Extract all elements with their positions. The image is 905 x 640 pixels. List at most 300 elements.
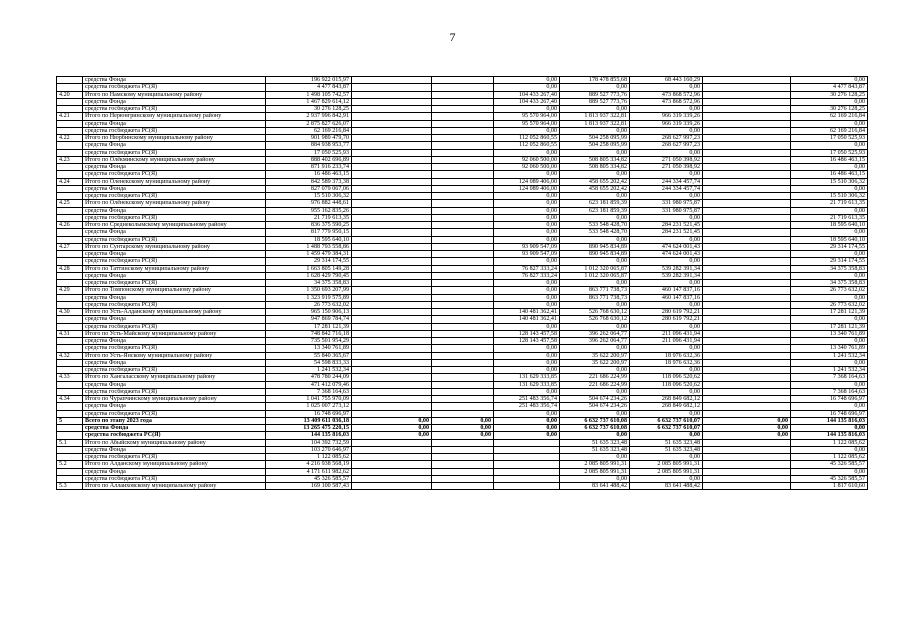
table-row [57,106,868,113]
col-8-cell: 331 980 975,87 [630,207,703,214]
col-4-cell [352,294,432,301]
col-10-cell: 26 773 632,02 [791,287,868,294]
col-5-cell [432,156,494,163]
col-8-cell: 268 849 682,12 [630,403,703,410]
col-10-cell: 0,00 [791,120,868,127]
col-10-cell: 17 281 121,39 [791,323,868,330]
col-4-cell [352,91,432,98]
col-7-cell: 623 181 859,39 [560,207,630,214]
col-7-cell: 526 768 630,12 [560,309,630,316]
total-cell: 1 459 479 384,31 [266,251,352,258]
col-8-cell: 118 096 520,62 [630,381,703,388]
col-5-cell [432,178,494,185]
row-label-cell: Итого по Намскому муниципальному району [83,91,266,98]
col-10-cell: 16 748 696,97 [791,410,868,417]
row-label-cell: средства Фонда [83,98,266,105]
col-10-cell: 62 169 216,84 [791,127,868,134]
table-row [57,272,868,279]
table-row [57,207,868,214]
col-6-cell: 0,00 [494,388,560,395]
total-cell: 4 216 938 568,19 [266,461,352,468]
table-row [57,98,868,105]
total-cell: 478 780 244,09 [266,374,352,381]
col-7-cell: 890 945 834,89 [560,243,630,250]
col-7-cell: 0,00 [560,301,630,308]
col-7-cell: 0,00 [560,367,630,374]
col-8-cell: 2 085 805 991,31 [630,461,703,468]
col-5-cell: 0,00 [432,417,494,424]
row-number-cell: 4.24 [57,178,83,185]
col-5-cell [432,207,494,214]
col-9-cell [703,164,791,171]
col-7-cell: 526 768 630,12 [560,316,630,323]
col-7-cell: 504 258 095,99 [560,135,630,142]
col-6-cell: 0,00 [494,77,560,84]
row-label-cell: средства Фонда [83,425,266,432]
col-6-cell: 0,00 [494,200,560,207]
col-10-cell: 1 241 532,34 [791,367,868,374]
col-8-cell: 0,00 [630,106,703,113]
row-label-cell: средства госбюджета РС(Я) [83,84,266,91]
col-9-cell [703,207,791,214]
col-8-cell: 211 096 431,94 [630,338,703,345]
col-9-cell [703,388,791,395]
col-10-cell: 15 510 306,32 [791,193,868,200]
col-7-cell: 863 771 738,73 [560,294,630,301]
col-5-cell [432,345,494,352]
row-number-cell [57,77,83,84]
total-cell: 884 938 953,77 [266,142,352,149]
col-8-cell: 118 096 520,62 [630,374,703,381]
col-8-cell: 284 231 521,45 [630,229,703,236]
table-row [57,432,868,439]
col-10-cell: 0,00 [791,207,868,214]
col-5-cell [432,243,494,250]
table-row [57,403,868,410]
col-6-cell: 0,00 [494,301,560,308]
col-10-cell: 0,00 [791,338,868,345]
col-10-cell: 29 314 174,55 [791,258,868,265]
col-6-cell: 0,00 [494,193,560,200]
col-4-cell [352,243,432,250]
col-10-cell: 17 281 121,39 [791,309,868,316]
col-9-cell [703,91,791,98]
row-label-cell: Итого по Таттинскому муниципальному району [83,265,266,272]
col-5-cell [432,164,494,171]
col-5-cell [432,439,494,446]
col-10-cell: 34 375 358,83 [791,280,868,287]
col-6-cell: 0,00 [494,127,560,134]
row-number-cell [57,454,83,461]
total-cell: 15 510 306,32 [266,193,352,200]
col-6-cell: 76 827 333,24 [494,265,560,272]
col-4-cell [352,301,432,308]
col-4-cell [352,229,432,236]
col-5-cell [432,185,494,192]
col-5-cell [432,396,494,403]
table-body [57,77,868,490]
col-6-cell [494,446,560,453]
col-9-cell [703,265,791,272]
col-6-cell: 0,00 [494,280,560,287]
table-row [57,77,868,84]
col-4-cell [352,468,432,475]
row-number-cell [57,323,83,330]
col-9-cell [703,251,791,258]
table-row [57,338,868,345]
col-7-cell: 35 622 200,97 [560,359,630,366]
col-4-cell [352,142,432,149]
col-4-cell [352,345,432,352]
col-5-cell [432,403,494,410]
col-7-cell: 508 805 334,82 [560,156,630,163]
table-row [57,410,868,417]
col-9-cell [703,156,791,163]
col-10-cell: 0,00 [791,316,868,323]
col-6-cell: 0,00 [494,367,560,374]
total-cell: 55 840 365,67 [266,352,352,359]
row-label-cell: средства госбюджета РС(Я) [83,127,266,134]
row-number-cell [57,214,83,221]
table-row [57,439,868,446]
col-9-cell [703,309,791,316]
col-6-cell: 0,00 [494,236,560,243]
row-label-cell: Итого по Алданскому муниципальному району [83,461,266,468]
col-5-cell [432,446,494,453]
col-9-cell [703,403,791,410]
total-cell: 2 875 827 626,07 [266,120,352,127]
row-label-cell: средства госбюджета РС(Я) [83,171,266,178]
row-label-cell: Итого по Оленекскому муниципальному району [83,178,266,185]
col-10-cell: 0,00 [791,164,868,171]
col-10-cell: 0,00 [791,468,868,475]
col-8-cell: 0,00 [630,280,703,287]
col-5-cell [432,229,494,236]
col-5-cell [432,120,494,127]
col-4-cell [352,251,432,258]
col-8-cell: 2 085 805 991,31 [630,468,703,475]
row-label-cell: средства госбюджета РС(Я) [83,193,266,200]
table-row [57,396,868,403]
col-4-cell: 0,00 [352,425,432,432]
table-row [57,417,868,424]
table-row [57,381,868,388]
total-cell: 16 486 463,15 [266,171,352,178]
row-number-cell [57,345,83,352]
col-4-cell [352,367,432,374]
total-cell: 196 922 015,97 [266,77,352,84]
col-6-cell: 128 143 457,58 [494,330,560,337]
col-4-cell [352,193,432,200]
col-6-cell: 0,00 [494,222,560,229]
row-number-cell: 5.1 [57,439,83,446]
table-row [57,229,868,236]
total-cell: 748 842 716,18 [266,330,352,337]
total-cell: 1 122 085,62 [266,454,352,461]
col-5-cell [432,280,494,287]
col-4-cell [352,359,432,366]
col-4-cell [352,156,432,163]
page-number: 7 [449,30,456,44]
col-9-cell [703,272,791,279]
col-4-cell [352,84,432,91]
col-10-cell: 0,00 [791,77,868,84]
col-8-cell: 18 976 632,36 [630,359,703,366]
total-cell: 13 340 761,89 [266,345,352,352]
table-row [57,164,868,171]
total-cell: 103 270 646,97 [266,446,352,453]
row-label-cell: Итого по Абыйскому муниципальному району [83,439,266,446]
col-9-cell [703,323,791,330]
col-7-cell: 396 262 064,77 [560,330,630,337]
total-cell: 4 477 843,87 [266,84,352,91]
total-cell: 17 281 121,39 [266,323,352,330]
col-6-cell: 128 143 457,58 [494,338,560,345]
table-row [57,345,868,352]
col-6-cell: 124 089 406,00 [494,178,560,185]
col-5-cell [432,98,494,105]
col-4-cell [352,352,432,359]
row-number-cell [57,388,83,395]
col-8-cell: 539 282 391,34 [630,265,703,272]
col-10-cell: 0,00 [791,359,868,366]
table-row [57,91,868,98]
total-cell: 21 719 613,35 [266,214,352,221]
col-8-cell: 966 319 339,26 [630,120,703,127]
col-10-cell: 1 241 532,34 [791,352,868,359]
col-10-cell: 4 477 843,87 [791,84,868,91]
total-cell: 1 025 007 273,12 [266,403,352,410]
table-row [57,193,868,200]
row-label-cell: Итого по Томпонскому муниципальному району [83,287,266,294]
col-6-cell: 0,00 [494,84,560,91]
total-cell: 144 135 816,03 [266,432,352,439]
col-8-cell: 0,00 [630,410,703,417]
col-8-cell: 284 231 521,45 [630,222,703,229]
col-10-cell: 7 368 164,63 [791,388,868,395]
table-row [57,388,868,395]
col-4-cell [352,410,432,417]
col-7-cell: 0,00 [560,345,630,352]
col-5-cell [432,171,494,178]
col-5-cell [432,127,494,134]
col-6-cell: 0,00 [494,106,560,113]
table-row [57,301,868,308]
col-6-cell: 0,00 [494,229,560,236]
col-6-cell: 76 827 333,24 [494,272,560,279]
col-6-cell [494,454,560,461]
col-7-cell: 35 622 200,97 [560,352,630,359]
row-number-cell: 4.31 [57,330,83,337]
col-8-cell: 0,00 [630,84,703,91]
row-label-cell: средства Фонда [83,120,266,127]
row-number-cell [57,236,83,243]
col-4-cell [352,381,432,388]
table-row [57,222,868,229]
row-label-cell: средства Фонда [83,229,266,236]
row-label-cell: средства Фонда [83,207,266,214]
row-label-cell: средства госбюджета РС(Я) [83,432,266,439]
col-5-cell [432,359,494,366]
row-number-cell: 4.21 [57,113,83,120]
col-7-cell: 0,00 [560,432,630,439]
col-10-cell: 0,00 [791,185,868,192]
col-6-cell: 0,00 [494,345,560,352]
col-4-cell [352,454,432,461]
col-5-cell [432,265,494,272]
col-5-cell [432,483,494,490]
row-label-cell: средства Фонда [83,272,266,279]
table-row [57,454,868,461]
col-9-cell [703,468,791,475]
col-5-cell [432,294,494,301]
col-8-cell: 244 334 457,74 [630,178,703,185]
table-row [57,294,868,301]
col-5-cell: 0,00 [432,425,494,432]
row-label-cell: средства госбюджета РС(Я) [83,323,266,330]
col-4-cell [352,185,432,192]
row-label-cell: Итого по Хангаласскому муниципальному району [83,374,266,381]
col-10-cell: 0,00 [791,294,868,301]
col-10-cell: 1 817 610,60 [791,483,868,490]
col-10-cell: 144 135 816,03 [791,432,868,439]
row-label-cell: средства Фонда [83,142,266,149]
col-9-cell [703,178,791,185]
row-label-cell: Итого по Сунтарскому муниципальному району [83,243,266,250]
row-label-cell: Итого по Усть-Майскому муниципальному району [83,330,266,337]
row-number-cell [57,185,83,192]
row-label-cell: средства Фонда [83,446,266,453]
row-label-cell: средства госбюджета РС(Я) [83,475,266,482]
col-10-cell: 0,00 [791,142,868,149]
total-cell: 26 773 632,02 [266,301,352,308]
row-number-cell: 4.25 [57,200,83,207]
col-9-cell [703,374,791,381]
table-row [57,367,868,374]
col-4-cell [352,272,432,279]
col-6-cell: 0,00 [494,214,560,221]
col-8-cell: 280 619 792,21 [630,316,703,323]
col-8-cell: 0,00 [630,454,703,461]
row-label-cell: Итого по Олёкминскому муниципальному району [83,156,266,163]
total-cell: 1 241 532,34 [266,367,352,374]
col-5-cell [432,330,494,337]
total-cell: 955 162 835,26 [266,207,352,214]
col-8-cell: 0,00 [630,345,703,352]
row-number-cell [57,193,83,200]
row-number-cell [57,410,83,417]
col-8-cell: 0,00 [630,388,703,395]
row-label-cell: средства Фонда [83,185,266,192]
col-6-cell: 124 089 406,00 [494,185,560,192]
col-5-cell [432,475,494,482]
col-4-cell [352,338,432,345]
col-5-cell [432,461,494,468]
col-6-cell: 0,00 [494,359,560,366]
col-8-cell: 966 319 339,26 [630,113,703,120]
table-row [57,483,868,490]
total-cell: 13 265 475 220,15 [266,425,352,432]
col-4-cell: 0,00 [352,417,432,424]
col-7-cell: 0,00 [560,258,630,265]
total-cell: 1 323 919 575,89 [266,294,352,301]
col-7-cell: 0,00 [560,236,630,243]
col-9-cell [703,142,791,149]
table-row [57,330,868,337]
col-7-cell: 0,00 [560,388,630,395]
col-9-cell [703,338,791,345]
col-7-cell: 1 012 320 065,87 [560,265,630,272]
col-7-cell: 2 085 805 991,31 [560,461,630,468]
col-7-cell: 0,00 [560,280,630,287]
row-label-cell: средства Фонда [83,316,266,323]
table-row [57,236,868,243]
col-4-cell [352,77,432,84]
col-7-cell: 889 527 773,76 [560,98,630,105]
table-row [57,185,868,192]
col-5-cell [432,316,494,323]
row-label-cell: Всего по этапу 2023 года [83,417,266,424]
col-7-cell: 1 012 320 065,87 [560,272,630,279]
col-7-cell: 51 635 323,48 [560,446,630,453]
row-label-cell: средства госбюджета РС(Я) [83,106,266,113]
col-10-cell: 0,00 [791,381,868,388]
col-7-cell: 1 813 937 322,81 [560,120,630,127]
row-label-cell: Итого по Нюрбинскому муниципальному району [83,135,266,142]
col-5-cell [432,193,494,200]
total-cell: 2 937 996 842,91 [266,113,352,120]
table-row [57,120,868,127]
total-cell: 30 276 128,25 [266,106,352,113]
col-7-cell: 0,00 [560,475,630,482]
col-4-cell [352,323,432,330]
col-7-cell: 0,00 [560,410,630,417]
col-8-cell: 6 632 737 610,07 [630,417,703,424]
col-7-cell: 458 655 202,42 [560,185,630,192]
col-5-cell [432,91,494,98]
col-9-cell: 0,00 [703,417,791,424]
row-label-cell: средства госбюджета РС(Я) [83,149,266,156]
col-5-cell [432,454,494,461]
col-8-cell: 6 632 737 610,07 [630,425,703,432]
col-6-cell: 0,00 [494,149,560,156]
col-6-cell: 140 481 362,41 [494,309,560,316]
total-cell: 976 882 448,61 [266,200,352,207]
table-row [57,323,868,330]
col-8-cell: 331 980 975,87 [630,200,703,207]
table-row [57,142,868,149]
col-9-cell [703,396,791,403]
total-cell: 1 628 429 790,45 [266,272,352,279]
col-10-cell: 21 719 613,35 [791,200,868,207]
col-4-cell [352,171,432,178]
col-8-cell: 0,00 [630,193,703,200]
row-number-cell [57,207,83,214]
row-label-cell: средства Фонда [83,164,266,171]
col-6-cell: 140 481 362,41 [494,316,560,323]
col-6-cell [494,468,560,475]
col-8-cell: 83 641 488,42 [630,483,703,490]
total-cell: 18 595 640,10 [266,236,352,243]
col-5-cell [432,113,494,120]
col-9-cell [703,98,791,105]
col-8-cell: 474 624 001,43 [630,251,703,258]
col-6-cell: 0,00 [494,207,560,214]
col-10-cell: 0,00 [791,229,868,236]
row-number-cell [57,258,83,265]
col-4-cell [352,396,432,403]
row-number-cell [57,381,83,388]
